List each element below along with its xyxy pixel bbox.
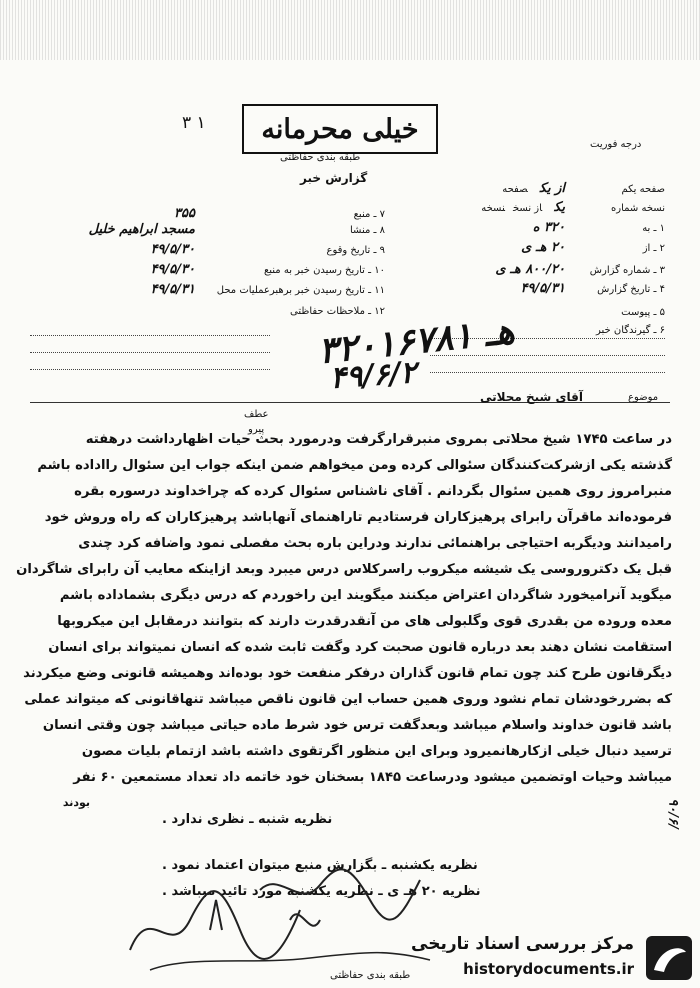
field-value: ۸۰۰/۲۰ هـ ی — [495, 262, 565, 277]
field-label: ۴ ـ تاریخ گزارش — [597, 284, 665, 295]
classification-stamp — [242, 104, 438, 154]
field-label: ۱ ـ به — [642, 223, 665, 234]
header-right-row — [400, 281, 665, 296]
field-label: ۸ ـ منشا — [349, 225, 385, 236]
header-right-row — [400, 262, 665, 277]
urgency-label: درجه فوریت — [590, 139, 642, 150]
header-right-row — [400, 240, 665, 255]
field-value: ۳۲۰ ه — [532, 220, 565, 235]
field-label: ۲ ـ از — [642, 243, 665, 254]
field-extra: نسخه — [481, 203, 505, 214]
classification-stamp-text: خیلی محرمانه — [261, 113, 419, 145]
field-label: ۵ ـ پیوست — [621, 307, 665, 318]
field-label: ۶ ـ گیرندگان خبر — [595, 325, 665, 336]
body-line: رامیدانند ودیگربه احتیاجی براهنمائی ندارند ودراین باره بحث مفصلی نمود واضافه کرد چندی — [78, 536, 672, 551]
header-left-row — [30, 282, 385, 297]
archive-logo-icon — [640, 930, 700, 986]
body-line: معده وروده من بقدری قوی وگلبولی های من آنقدرقدرت دارند که بتوانند درمقابل این میکروبها — [57, 614, 672, 629]
margin-note: ۹۰/۶/ — [665, 798, 681, 829]
field-label: ۷ ـ منبع — [353, 209, 385, 220]
blank-line — [30, 335, 270, 336]
watermark-site: historydocuments.ir — [463, 960, 634, 978]
watermark-title: مرکز بررسی اسناد تاریخی — [411, 934, 634, 954]
field-value: ۴۹/۵/۳۰ — [150, 262, 195, 277]
field-value: ۴۹/۵/۳۰ — [150, 242, 195, 257]
blank-line — [30, 352, 270, 353]
opinion-line: نظریه یکشنبه ـ بگزارش منبع میتوان اعتماد نمود . — [162, 858, 478, 873]
handwritten-signatures — [110, 860, 440, 980]
header-left-row — [30, 206, 385, 221]
body-line: منبرامروز روی همین سئوال بگردانم . آقای ناشناس سئوال کرده که چراخداوند درسوره بقره — [74, 484, 672, 499]
report-type: گزارش خبر — [300, 171, 368, 185]
header-right-row — [400, 181, 665, 196]
field-value: ۴۹/۵/۳۱ — [150, 282, 195, 297]
blank-line — [30, 369, 270, 370]
body-line: باشد قانون خداوند واسلام میباشد وبعدگفت ترس خود شرط ماده حیاتی میباشد چون وقتی انسان — [42, 718, 672, 733]
handwritten-date: ۴۹/۶/۲ — [328, 355, 418, 396]
side-note-atf: عطف — [244, 409, 269, 420]
body-line: که بضررخودشان تمام نشود وروی همین حساب این قانون ناقص میباشد تنهاقانونی که میتواند عملی — [24, 692, 672, 707]
body-line: در ساعت ۱۷۴۵ شیخ محلاتی بمروی منبرقرارگرفت ودرمورد بحث حیات اظهارداشت درهفته — [85, 432, 672, 447]
opinion-line: نظریه ۲۰ هـ ی ـ نظریه یکشنبه مورد تائید میباشد . — [162, 884, 481, 899]
header-left-row — [30, 262, 385, 277]
body-line: فرموده‌اند ماقرآن رابرای پرهیزکاران فرستادیم تاراهنمای آنهاباشد پرهیزکاران که راه وروش خود — [44, 510, 672, 525]
field-value: مسجد ابراهیم خلیل — [88, 222, 195, 237]
subject-label: موضوع — [628, 392, 659, 403]
field-label: ۱۰ ـ تاریخ رسیدن خبر به منبع — [263, 265, 385, 276]
field-label: ۱۱ ـ تاریخ رسیدن خبر برهبرعملیات محل — [216, 285, 385, 296]
field-value: یک — [554, 200, 565, 215]
header-right-row — [400, 220, 665, 235]
field-label: ۱۲ ـ ملاحظات حفاظتی — [290, 306, 385, 317]
body-line: ترسید دنبال خیلی ازکارهانمیرود وبرای این منظور اگرتقوی داشته باشد ازتمام بلیات مصون — [81, 744, 672, 759]
field-value: از یک — [539, 181, 565, 196]
body-line: میباشد وحیات اوتضمین میشود ودرساعت ۱۸۴۵ بسخنان خود خاتمه داد تعداد مستمعین ۶۰ نفر — [73, 770, 672, 785]
field-suffix: از نسخ — [512, 203, 543, 214]
field-value: ۳۵۵ — [174, 206, 195, 221]
body-line: استقامت نشان دهند بعد درباره قانون صحبت کرد وگفت ثابت شده که انسان نمیتواند برای انسان — [48, 640, 672, 655]
header-left-row — [30, 222, 385, 237]
header-left-row — [30, 242, 385, 257]
field-suffix: صفحه — [502, 184, 528, 195]
header-right-row — [400, 200, 665, 215]
body-line: گذشته یکی ازشرکت‌کنندگان سئوالی کرده ومن میخواهم ضمن اینکه جواب این سئوال رااداده باشم — [37, 458, 672, 473]
body-line: قبل یک دکتروروسی یک شیشه میکروب راسرکلاس درس میبرد وبعد ازاینکه معایب آن رابرای شاگردان — [16, 562, 672, 577]
side-note-peyro: پیرو — [248, 424, 265, 435]
field-label: صفحه یکم — [621, 184, 665, 195]
handwritten-reference: ۳۲۰هـ ۱۶۷۸۱ — [316, 309, 517, 373]
small-stamp: ۳ ۱ — [182, 113, 206, 133]
bottom-category: طبقه بندی حفاظتی — [330, 970, 411, 981]
blank-line — [430, 372, 665, 373]
category-label: طبقه بندی حفاظتی — [280, 152, 361, 163]
subject-value: آقای شیخ محلاتی — [480, 390, 584, 404]
opinion-line: نظریه شنبه ـ نظری ندارد . — [162, 812, 333, 827]
scan-header-noise — [0, 0, 700, 60]
field-label: ۳ ـ شماره گزارش — [589, 265, 665, 276]
field-value: ۲۰ هـ ی — [521, 240, 565, 255]
body-line: دیگرقانون طرح کند چون تمام قانون گذاران درفکر منفعت خود بوده‌اند وهمیشه قانونی وضع میکردند — [23, 666, 672, 681]
body-line: بودند — [62, 796, 90, 809]
field-label: ۹ ـ تاریخ وقوع — [326, 245, 385, 256]
watermark-logo — [411, 930, 700, 988]
field-value: ۴۹/۵/۳۱ — [520, 281, 565, 296]
body-line: میگوید آنرامیخورد شاگردان اعتراض میکنند میگویند این راخوردم که درس دیگری بشماداده باشم — [59, 588, 672, 603]
field-label: نسخه شماره — [611, 203, 665, 214]
header-left-row — [30, 303, 385, 318]
